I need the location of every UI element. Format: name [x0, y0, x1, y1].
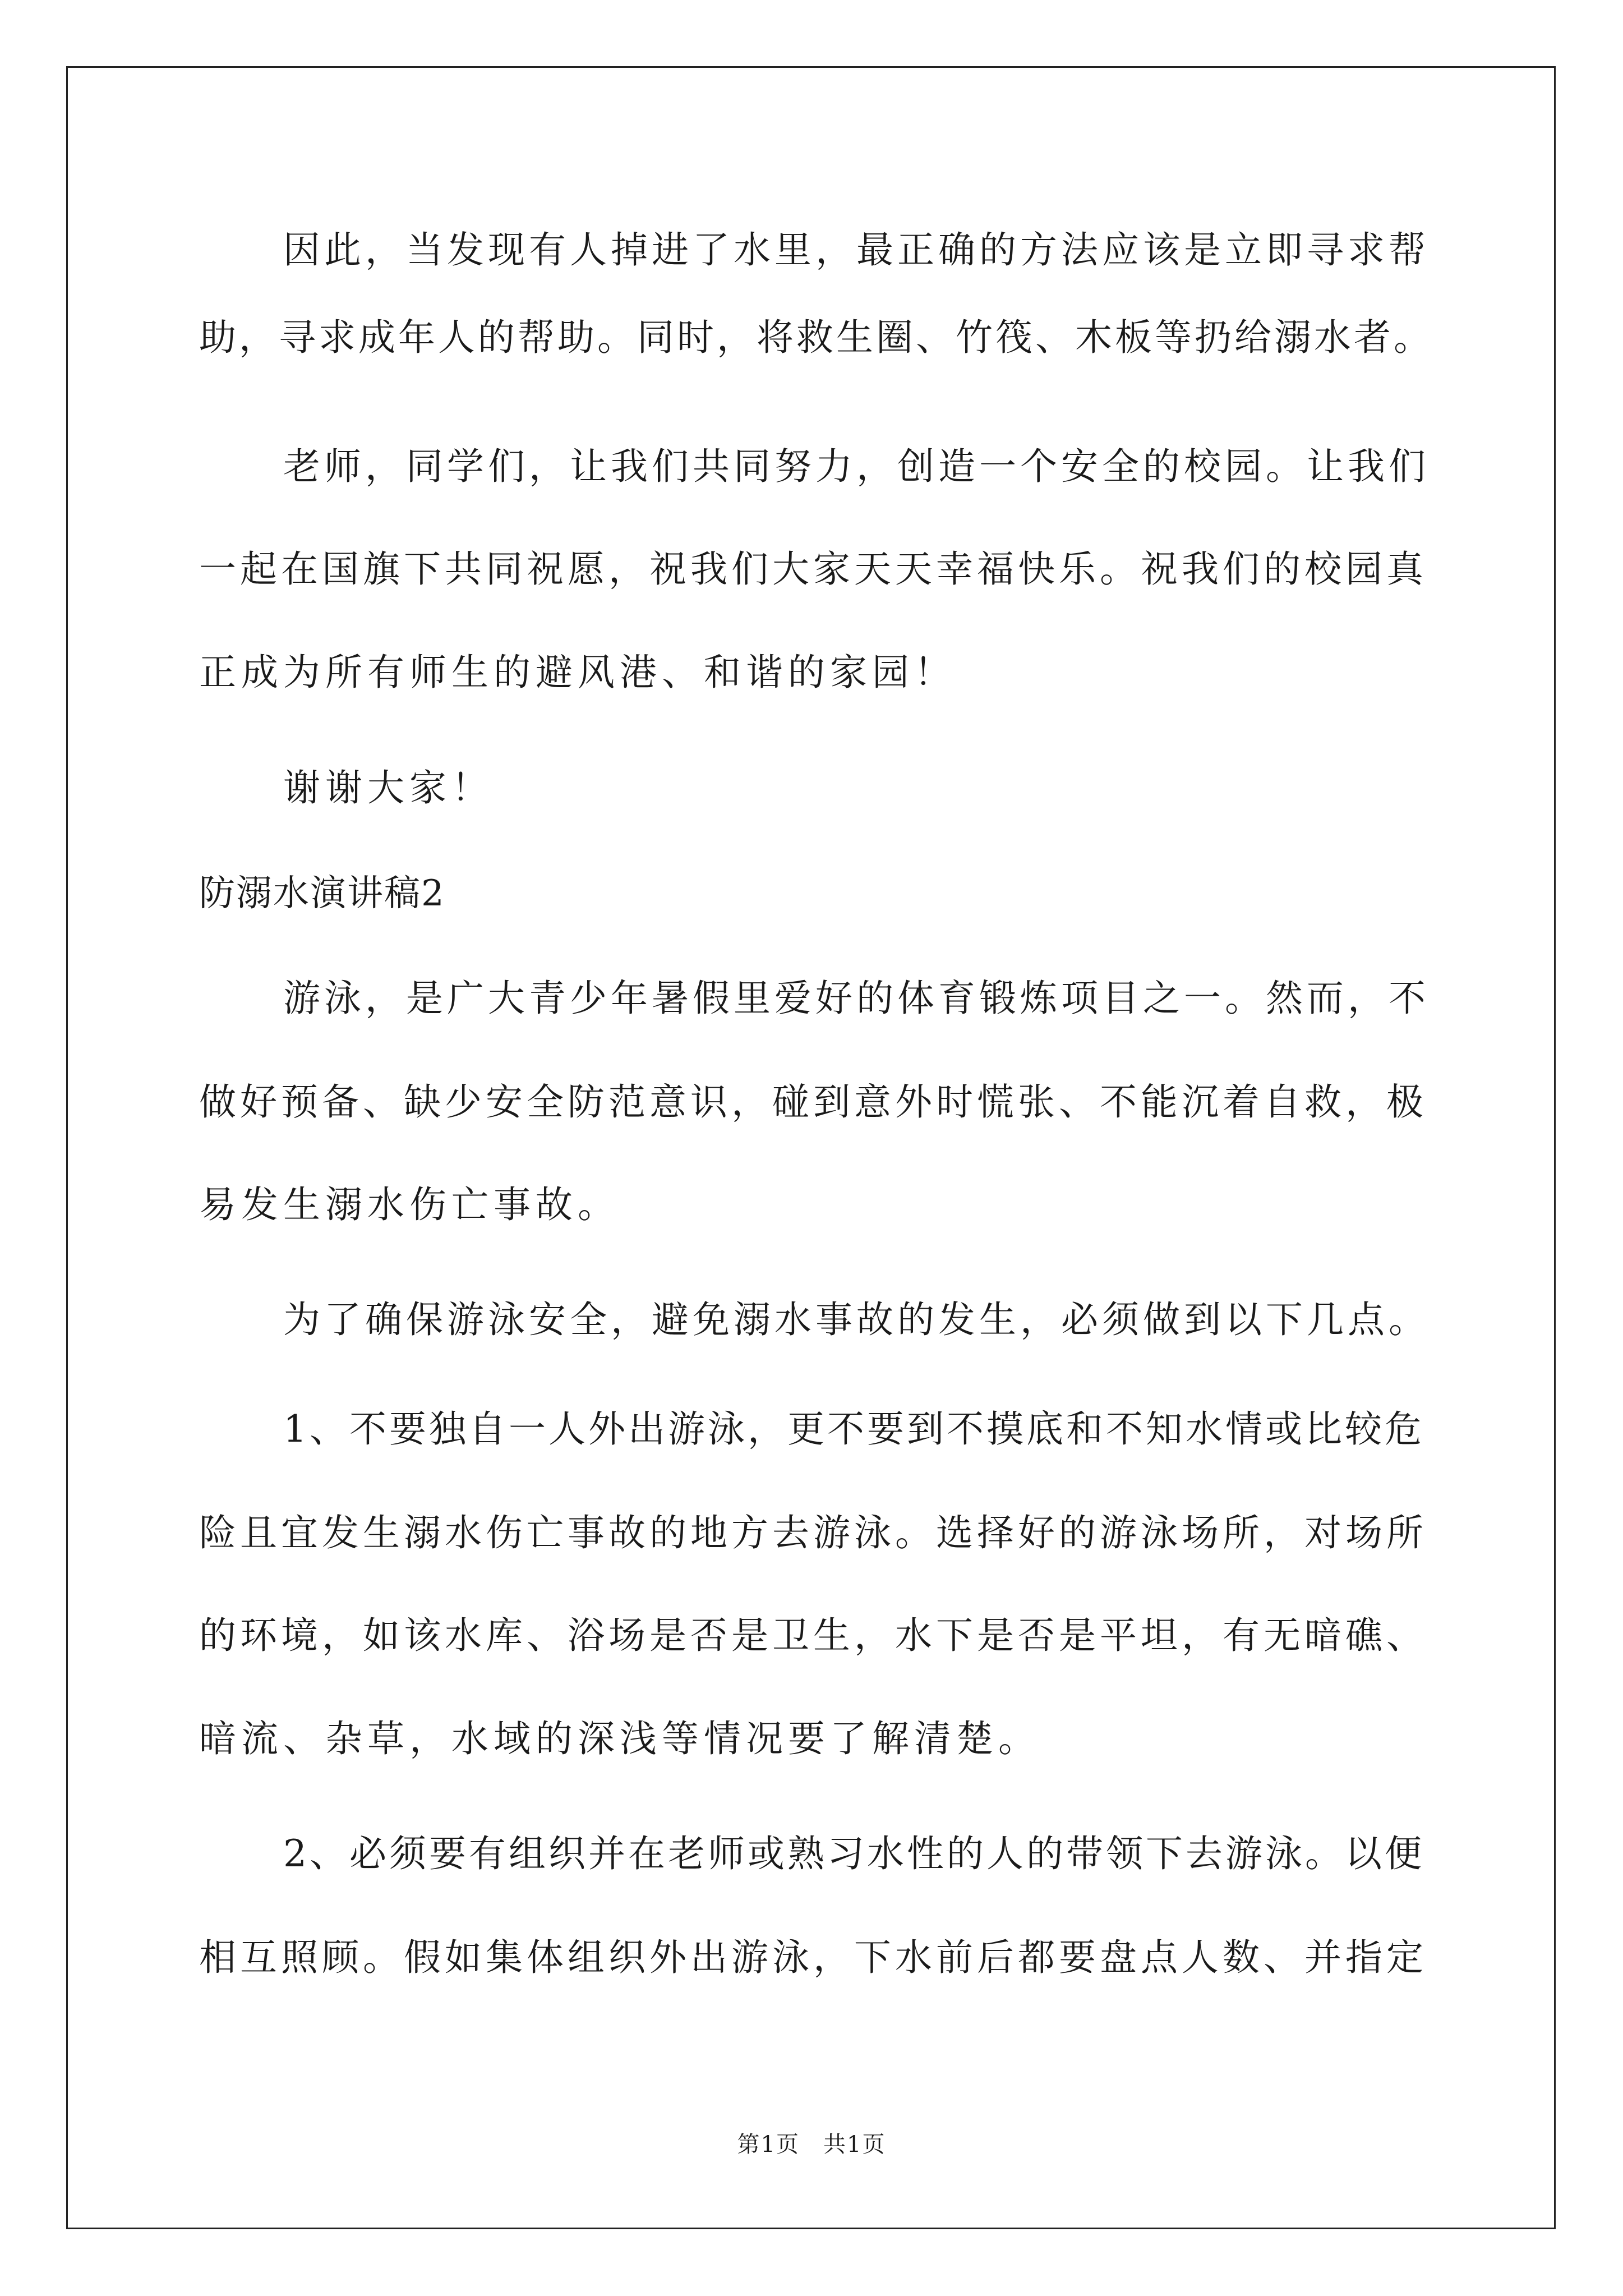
section-paragraph-3-line-1: 1、不要独自一人外出游泳，更不要到不摸底和不知水情或比较危 — [283, 1407, 1424, 1451]
paragraph-3-line-1: 谢谢大家！ — [283, 766, 494, 809]
section-paragraph-3-line-3: 的环境，如该水库、浴场是否是卫生，水下是否是平坦，有无暗礁、 — [199, 1614, 1427, 1657]
section-paragraph-3-line-4: 暗流、杂草，水域的深浅等情况要了解清楚。 — [199, 1717, 1040, 1760]
paragraph-2-line-3: 正成为所有师生的避风港、和谐的家园！ — [199, 651, 956, 694]
section-paragraph-1-line-2: 做好预备、缺少安全防范意识，碰到意外时慌张、不能沉着自救，极 — [199, 1080, 1427, 1124]
page-footer: 第1页 共1页 — [737, 2132, 886, 2157]
paragraph-1-line-2: 助，寻求成年人的帮助。同时，将救生圈、竹筏、木板等扔给溺水者。 — [199, 316, 1433, 359]
paragraph-2-line-2: 一起在国旗下共同祝愿，祝我们大家天天幸福快乐。祝我们的校园真 — [199, 547, 1427, 591]
section-paragraph-4-line-1: 2、必须要有组织并在老师或熟习水性的人的带领下去游泳。以便 — [283, 1832, 1424, 1875]
section-paragraph-3-line-2: 险且宜发生溺水伤亡事故的地方去游泳。选择好的游泳场所，对场所 — [199, 1511, 1427, 1554]
section-paragraph-2-line-1: 为了确保游泳安全，避免溺水事故的发生，必须做到以下几点。 — [283, 1298, 1430, 1341]
section-paragraph-1-line-3: 易发生溺水伤亡事故。 — [199, 1183, 620, 1226]
page-border — [66, 66, 1556, 2229]
section-paragraph-4-line-2: 相互照顾。假如集体组织外出游泳，下水前后都要盘点人数、并指定 — [199, 1936, 1427, 1979]
paragraph-2-line-1: 老师，同学们，让我们共同努力，创造一个安全的校园。让我们 — [283, 445, 1430, 488]
paragraph-1-line-1: 因此，当发现有人掉进了水里，最正确的方法应该是立即寻求帮 — [283, 228, 1430, 272]
section-heading: 防溺水演讲稿2 — [199, 873, 445, 914]
section-paragraph-1-line-1: 游泳，是广大青少年暑假里爱好的体育锻炼项目之一。然而，不 — [283, 977, 1430, 1020]
